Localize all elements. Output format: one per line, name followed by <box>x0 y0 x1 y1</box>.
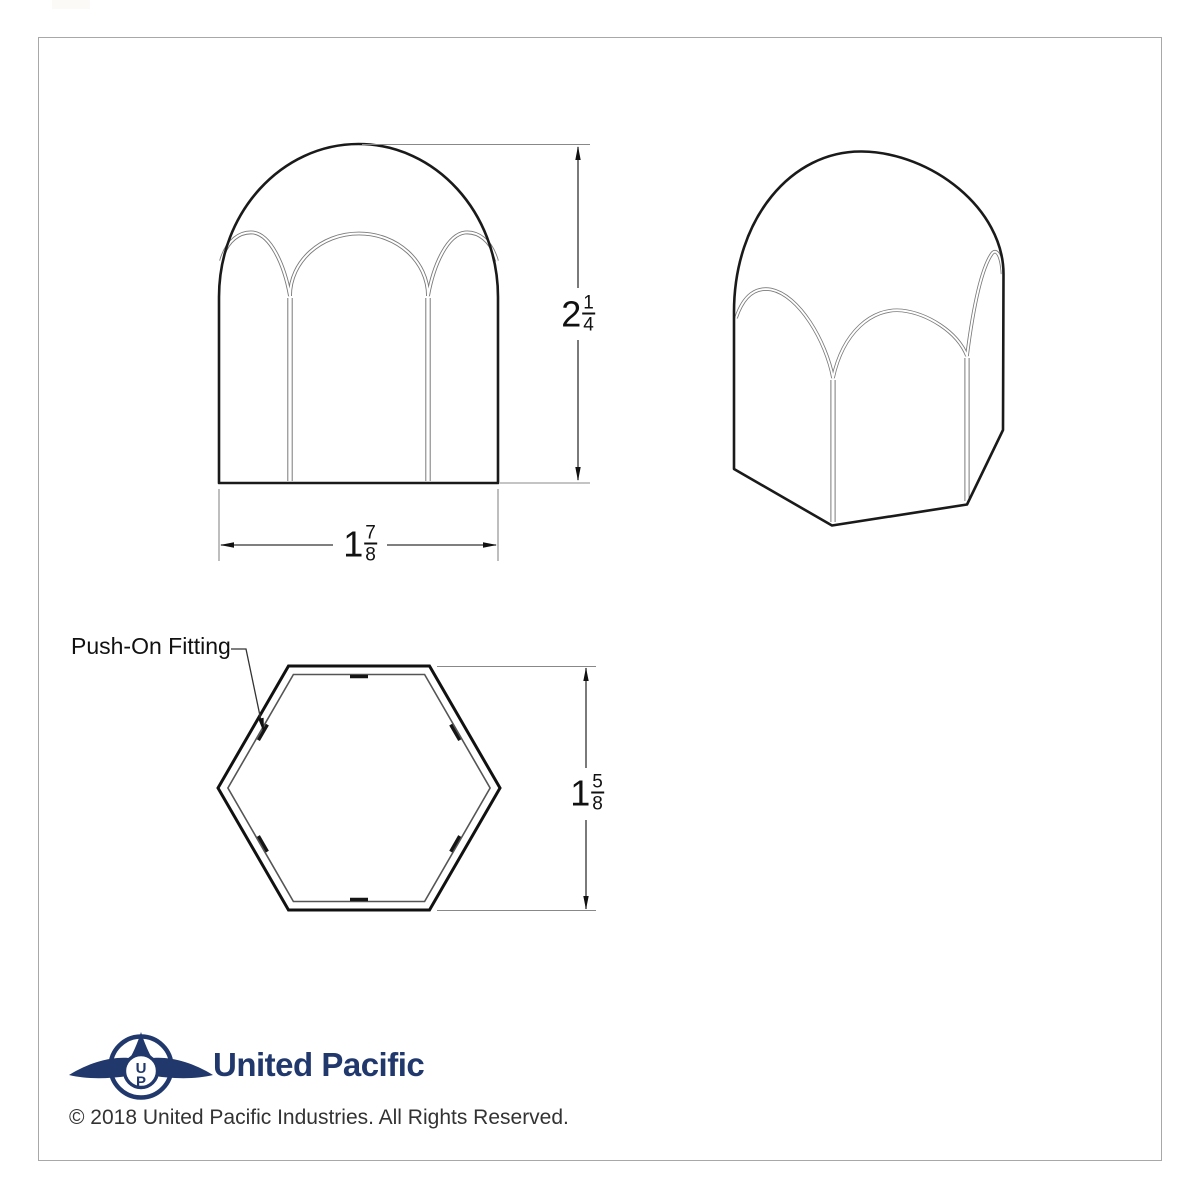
united-pacific-logo-icon <box>66 1026 216 1110</box>
perspective-cusp-edges-outer <box>833 358 967 522</box>
dimension-overall-width <box>343 524 377 565</box>
dimension-whole: 2 <box>561 293 582 334</box>
perspective-arches-outer <box>736 252 1003 378</box>
dimension-fraction: $\frac{7}{8}$ <box>365 522 376 566</box>
dimension-across-flats <box>570 773 604 814</box>
dimension-fraction: $\frac{5}{8}$ <box>592 771 603 815</box>
perspective-view <box>734 151 1004 525</box>
brand-name: United Pacific <box>213 1046 425 1083</box>
dimension-fraction: $\frac{1}{4}$ <box>583 292 594 336</box>
push-on-fitting-tabs <box>258 677 459 900</box>
leader-line <box>231 649 264 733</box>
dimension-lines <box>221 147 586 909</box>
front-cusp-edges-inner <box>290 298 428 481</box>
front-cusp-edges-outer <box>290 298 428 481</box>
front-outline <box>219 144 498 483</box>
perspective-cusp-edges-inner <box>833 358 967 522</box>
front-arches-inner <box>221 232 497 296</box>
perspective-outline <box>734 151 1004 525</box>
push-on-fitting-label: Push-On Fitting <box>71 633 231 659</box>
hex-outer-outline <box>218 666 500 910</box>
dimension-whole: 1 <box>570 772 591 813</box>
bottom-view <box>218 666 500 910</box>
front-view <box>219 144 498 483</box>
dimension-whole: 1 <box>343 523 364 564</box>
logo-monogram-p: P <box>135 1073 147 1091</box>
perspective-arches-inner <box>736 252 1003 378</box>
dimension-arrowheads <box>220 146 589 910</box>
front-arches-outer <box>221 232 497 296</box>
dimension-overall-height <box>561 294 595 335</box>
logo-monogram-u: U <box>135 1060 147 1077</box>
hex-inner-outline <box>228 675 490 902</box>
copyright-notice: © 2018 United Pacific Industries. All Rights Reserved. <box>69 1106 569 1129</box>
extension-lines <box>219 145 596 911</box>
